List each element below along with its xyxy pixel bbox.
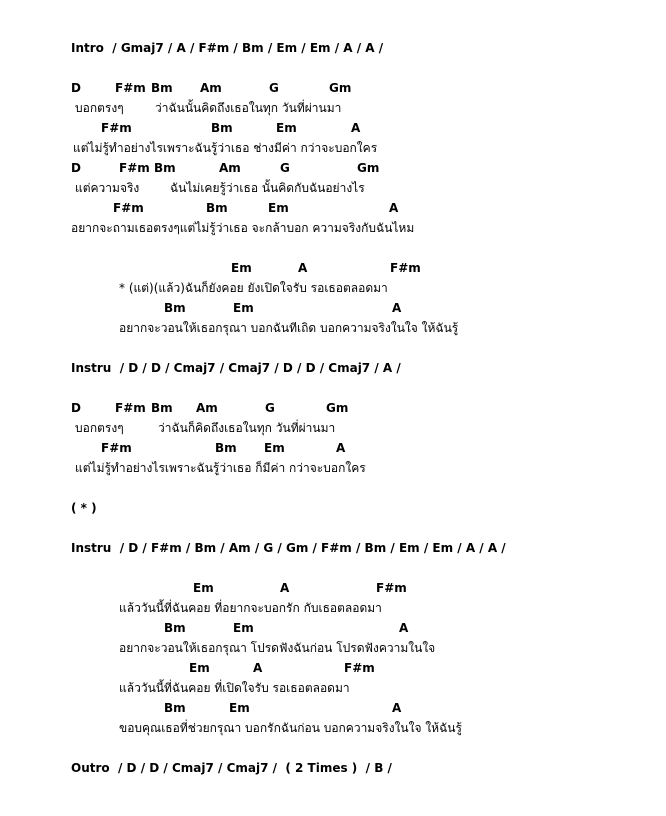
chord: Bm [151,401,173,415]
chord: Gm [357,161,380,175]
chord: Bm [164,621,186,635]
chord: F#m [113,201,144,215]
chord: Em [193,581,214,595]
lyric-line: บอกตรงๆ [75,101,124,115]
chord: F#m [115,81,146,95]
lyric-line: อยากจะถามเธอตรงๆแต่ไม่รู้ว่าเธอ จะกล้าบอก ความจริงกับฉันไหม [71,221,415,235]
chord: D [71,161,81,175]
lyric-line: * (แต่)(แล้ว)ฉันก็ยังคอย ยังเปิดใจรับ รอเธอตลอดมา [119,281,388,295]
chord: A [298,261,308,275]
instrumental-line: Instru / D / F#m / Bm / Am / G / Gm / F#m / Bm / Em / Em / A / A / [71,541,506,555]
chord: Am [200,81,222,95]
lyric-line: แต่ความจริง [75,181,140,195]
chord: F#m [119,161,150,175]
chord: D [71,401,81,415]
chord: Em [229,701,250,715]
chord: Bm [151,81,173,95]
lyric-line: ว่าฉันก็คิดถึงเธอในทุก วันที่ผ่านมา [158,421,336,435]
chord: F#m [344,661,375,675]
chord: Em [231,261,252,275]
chord: F#m [101,121,132,135]
chord: Em [233,621,254,635]
outro-line: Outro / D / D / Cmaj7 / Cmaj7 / ( 2 Times ) / B / [71,761,392,775]
chord: A [351,121,361,135]
chord: D [71,81,81,95]
lyric-line: ฉันไม่เคยรู้ว่าเธอ นั้นคิดกับฉันอย่างไร [170,181,365,195]
lyric-line: แต่ไม่รู้ทำอย่างไรเพราะฉันรู้ว่าเธอ ช่างมีค่า กว่าจะบอกใคร [73,141,378,155]
chord: G [280,161,290,175]
chord: F#m [115,401,146,415]
lyric-line: ว่าฉันนั้นคิดถึงเธอในทุก วันที่ผ่านมา [155,101,342,115]
chord: Bm [215,441,237,455]
chord: A [280,581,290,595]
chord: F#m [390,261,421,275]
chord: Em [276,121,297,135]
chord: Am [219,161,241,175]
chord: A [253,661,263,675]
chord: Am [196,401,218,415]
chord: Bm [154,161,176,175]
lyric-line: อยากจะวอนให้เธอกรุณา โปรดฟังฉันก่อน โปรดฟังความในใจ [119,641,436,655]
chord: A [392,301,402,315]
chord: Em [268,201,289,215]
lyric-line: แล้ววันนี้ที่ฉันคอย ที่อยากจะบอกรัก กับเธอตลอดมา [119,601,382,615]
chord: Bm [206,201,228,215]
chord: Bm [211,121,233,135]
chord: Em [189,661,210,675]
intro-line: Intro / Gmaj7 / A / F#m / Bm / Em / Em / A / A / [71,41,384,55]
chord: Bm [164,301,186,315]
chord: Bm [164,701,186,715]
lyric-line: บอกตรงๆ [75,421,124,435]
chord: Gm [329,81,352,95]
lyric-line: อยากจะวอนให้เธอกรุณา บอกฉันทีเถิด บอกความจริงในใจ ให้ฉันรู้ [119,321,459,335]
chord: A [389,201,399,215]
chord: A [399,621,409,635]
chord: G [269,81,279,95]
repeat-chorus-marker: ( * ) [71,501,97,515]
chord: F#m [101,441,132,455]
lyric-line: แต่ไม่รู้ทำอย่างไรเพราะฉันรู้ว่าเธอ ก็มีค่า กว่าจะบอกใคร [75,461,366,475]
chord: G [265,401,275,415]
chord: Gm [326,401,349,415]
chord: A [336,441,346,455]
chord: A [392,701,402,715]
lyric-line: แล้ววันนี้ที่ฉันคอย ที่เปิดใจรับ รอเธอตลอดมา [119,681,350,695]
lyric-line: ขอบคุณเธอที่ช่วยกรุณา บอกรักฉันก่อน บอกความจริงในใจ ให้ฉันรู้ [119,721,462,735]
chord: Em [264,441,285,455]
instrumental-line: Instru / D / D / Cmaj7 / Cmaj7 / D / D / Cmaj7 / A / [71,361,401,375]
chord: Em [233,301,254,315]
chord: F#m [376,581,407,595]
